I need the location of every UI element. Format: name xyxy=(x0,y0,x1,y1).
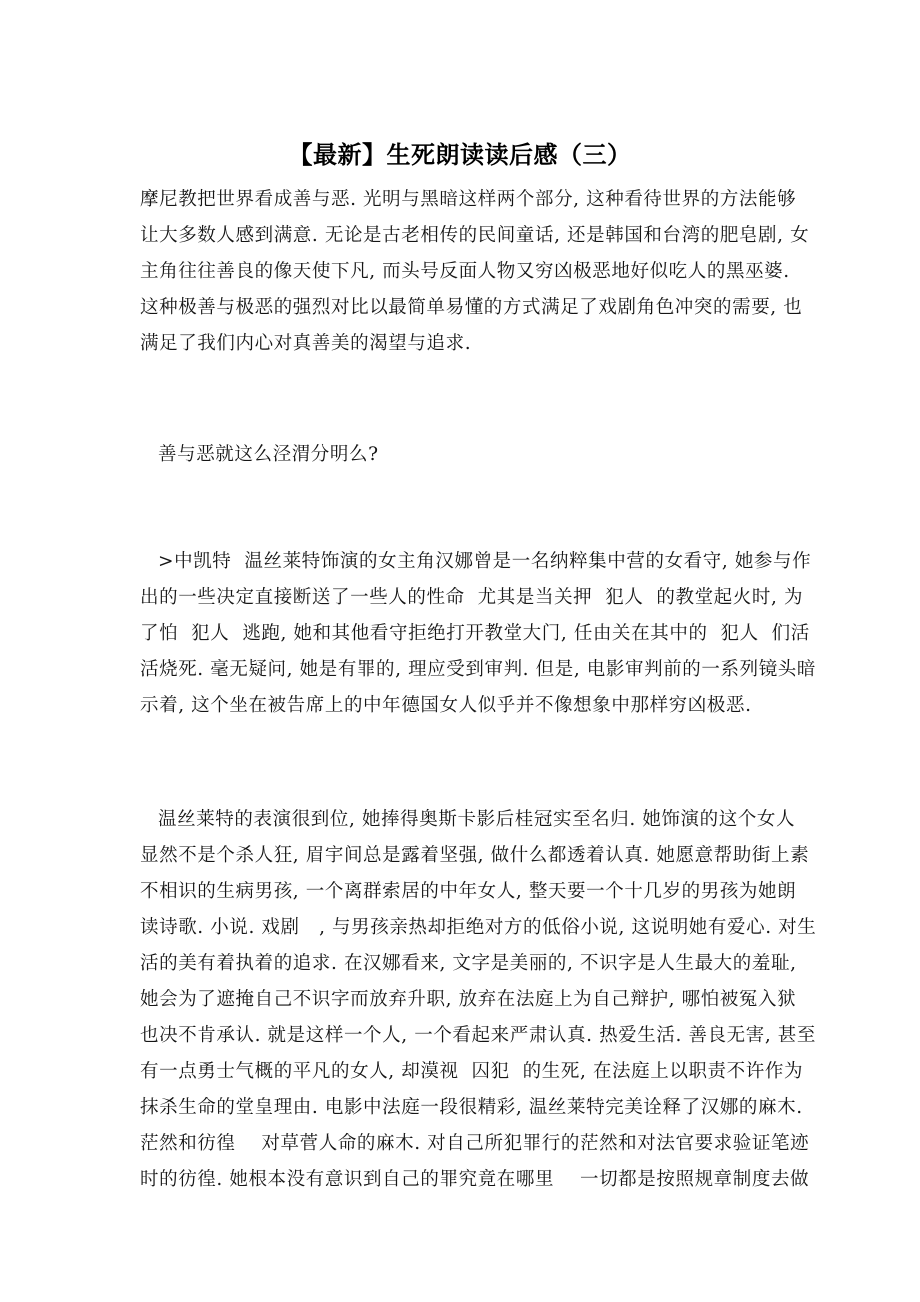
text-line: 她会为了遮掩自己不识字而放弃升职, 放弃在法庭上为自己辩护, 哪怕被冤入狱 xyxy=(140,989,797,1010)
text-line: 出的一些决定直接断送了一些人的性命 尤其是当关押 犯人 的教堂起火时, 为 xyxy=(140,587,804,608)
text-line: 活的美有着执着的追求. 在汉娜看来, 文字是美丽的, 不识字是人生最大的羞耻, xyxy=(140,953,797,974)
text-line: 显然不是个杀人狂, 眉宇间总是露着坚强, 做什么都透着认真. 她愿意帮助街上素 xyxy=(140,845,810,866)
paragraph-question xyxy=(140,437,790,473)
text-line: 活烧死. 毫无疑问, 她是有罪的, 理应受到审判. 但是, 电影审判前的一系列镜头暗 xyxy=(140,659,817,680)
paragraph-hanna-background xyxy=(140,544,817,724)
text-line: 摩尼教把世界看成善与恶. 光明与黑暗这样两个部分, 这种看待世界的方法能够 xyxy=(140,189,797,210)
text-line: 满足了我们内心对真善美的渴望与追求. xyxy=(140,333,472,354)
text-line: 读诗歌. 小说. 戏剧 , 与男孩亲热却拒绝对方的低俗小说, 这说明她有爱心. 对生 xyxy=(140,917,817,938)
text-line: 善与恶就这么泾渭分明么? xyxy=(158,444,379,465)
text-line: 时的彷徨. 她根本没有意识到自己的罪究竟在哪里 一切都是按照规章制度去做 xyxy=(140,1169,810,1190)
text-line: 抹杀生命的堂皇理由. 电影中法庭一段很精彩, 温丝莱特完美诠释了汉娜的麻木. xyxy=(140,1097,803,1118)
text-line: 不相识的生病男孩, 一个离群索居的中年女人, 整天要一个十几岁的男孩为她朗 xyxy=(140,881,797,902)
text-line: >中凯特 温丝莱特饰演的女主角汉娜曾是一名纳粹集中营的女看守, 她参与作 xyxy=(158,551,812,572)
document-title: 【最新】生死朗读读后感（三） xyxy=(288,141,632,169)
paragraph-intro xyxy=(140,182,810,362)
paragraph-performance xyxy=(140,802,817,1198)
text-line: 温丝莱特的表演很到位, 她捧得奥斯卡影后桂冠实至名归. 她饰演的这个女人 xyxy=(158,809,796,830)
text-line: 让大多数人感到满意. 无论是古老相传的民间童话, 还是韩国和台湾的肥皂剧, 女 xyxy=(140,225,810,246)
text-line: 示着, 这个坐在被告席上的中年德国女人似乎并不像想象中那样穷凶极恶. xyxy=(140,695,752,716)
text-line: 主角往往善良的像天使下凡, 而头号反面人物又穷凶极恶地好似吃人的黑巫婆. xyxy=(140,261,790,282)
text-line: 茫然和彷徨 对草菅人命的麻木. 对自己所犯罪行的茫然和对法官要求验证笔迹 xyxy=(140,1133,810,1154)
text-line: 这种极善与极恶的强烈对比以最简单易懂的方式满足了戏剧角色冲突的需要, 也 xyxy=(140,297,803,318)
text-line: 也决不肯承认. 就是这样一个人, 一个看起来严肃认真. 热爱生活. 善良无害, 甚至 xyxy=(140,1025,817,1046)
text-line: 有一点勇士气概的平凡的女人, 却漠视 囚犯 的生死, 在法庭上以职责不许作为 xyxy=(140,1061,804,1082)
text-line: 了怕 犯人 逃跑, 她和其他看守拒绝打开教堂大门, 任由关在其中的 犯人 们活 xyxy=(140,623,810,644)
